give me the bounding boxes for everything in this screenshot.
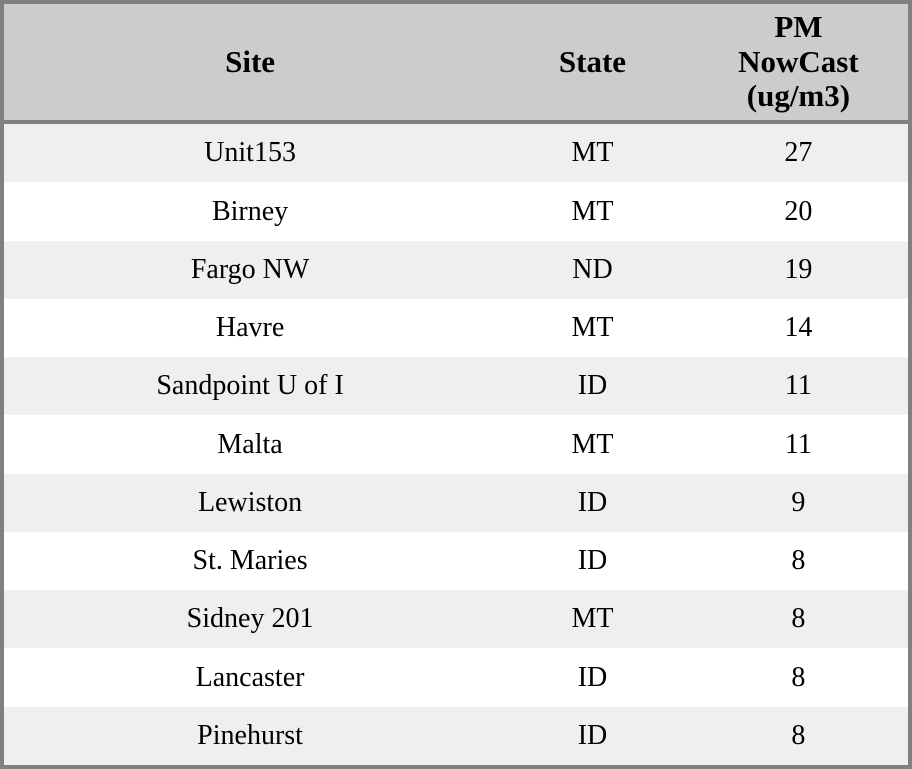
cell-pm-nowcast: 19 bbox=[689, 241, 908, 299]
cell-pm-nowcast: 11 bbox=[689, 357, 908, 415]
table-row bbox=[4, 182, 908, 240]
cell-pm-nowcast: 11 bbox=[689, 415, 908, 473]
cell-state: MT bbox=[496, 299, 689, 357]
cell-site: Lewiston bbox=[4, 474, 496, 532]
column-header-state: State bbox=[496, 4, 689, 122]
cell-state: MT bbox=[496, 590, 689, 648]
cell-site: Malta bbox=[4, 415, 496, 473]
column-header-site: Site bbox=[4, 4, 496, 122]
cell-state: ID bbox=[496, 532, 689, 590]
cell-pm-nowcast: 14 bbox=[689, 299, 908, 357]
cell-pm-nowcast: 8 bbox=[689, 707, 908, 765]
table-row bbox=[4, 532, 908, 590]
cell-pm-nowcast: 9 bbox=[689, 474, 908, 532]
cell-site: Lancaster bbox=[4, 648, 496, 706]
cell-site: St. Maries bbox=[4, 532, 496, 590]
cell-state: MT bbox=[496, 182, 689, 240]
cell-pm-nowcast: 20 bbox=[689, 182, 908, 240]
table-row bbox=[4, 122, 908, 182]
cell-state: ID bbox=[496, 707, 689, 765]
table-body bbox=[4, 122, 908, 765]
column-header-pm-nowcast bbox=[689, 4, 908, 122]
cell-state: MT bbox=[496, 122, 689, 182]
table-row bbox=[4, 707, 908, 765]
cell-state: MT bbox=[496, 415, 689, 473]
column-header-pm-nowcast-line3: (ug/m3) bbox=[746, 78, 851, 114]
cell-state: ID bbox=[496, 357, 689, 415]
table-row bbox=[4, 357, 908, 415]
column-header-pm-nowcast-line1: PM bbox=[774, 9, 823, 44]
table-header-row bbox=[4, 4, 908, 122]
cell-site: Birney bbox=[4, 182, 496, 240]
cell-state: ID bbox=[496, 474, 689, 532]
cell-pm-nowcast: 27 bbox=[689, 122, 908, 182]
cell-pm-nowcast: 8 bbox=[689, 590, 908, 648]
cell-pm-nowcast: 8 bbox=[689, 532, 908, 590]
cell-pm-nowcast: 8 bbox=[689, 648, 908, 706]
table-row bbox=[4, 474, 908, 532]
table-header bbox=[4, 4, 908, 122]
cell-site: Sidney 201 bbox=[4, 590, 496, 648]
cell-state: ND bbox=[496, 241, 689, 299]
table-row bbox=[4, 299, 908, 357]
cell-site: Havre bbox=[4, 299, 496, 357]
cell-site: Pinehurst bbox=[4, 707, 496, 765]
table-row bbox=[4, 415, 908, 473]
pm-nowcast-table bbox=[4, 4, 908, 765]
table-row bbox=[4, 648, 908, 706]
table-row bbox=[4, 241, 908, 299]
table-row bbox=[4, 590, 908, 648]
cell-site: Unit153 bbox=[4, 122, 496, 182]
cell-site: Fargo NW bbox=[4, 241, 496, 299]
cell-state: ID bbox=[496, 648, 689, 706]
column-header-pm-nowcast-line2: NowCast bbox=[738, 43, 859, 79]
cell-site: Sandpoint U of I bbox=[4, 357, 496, 415]
